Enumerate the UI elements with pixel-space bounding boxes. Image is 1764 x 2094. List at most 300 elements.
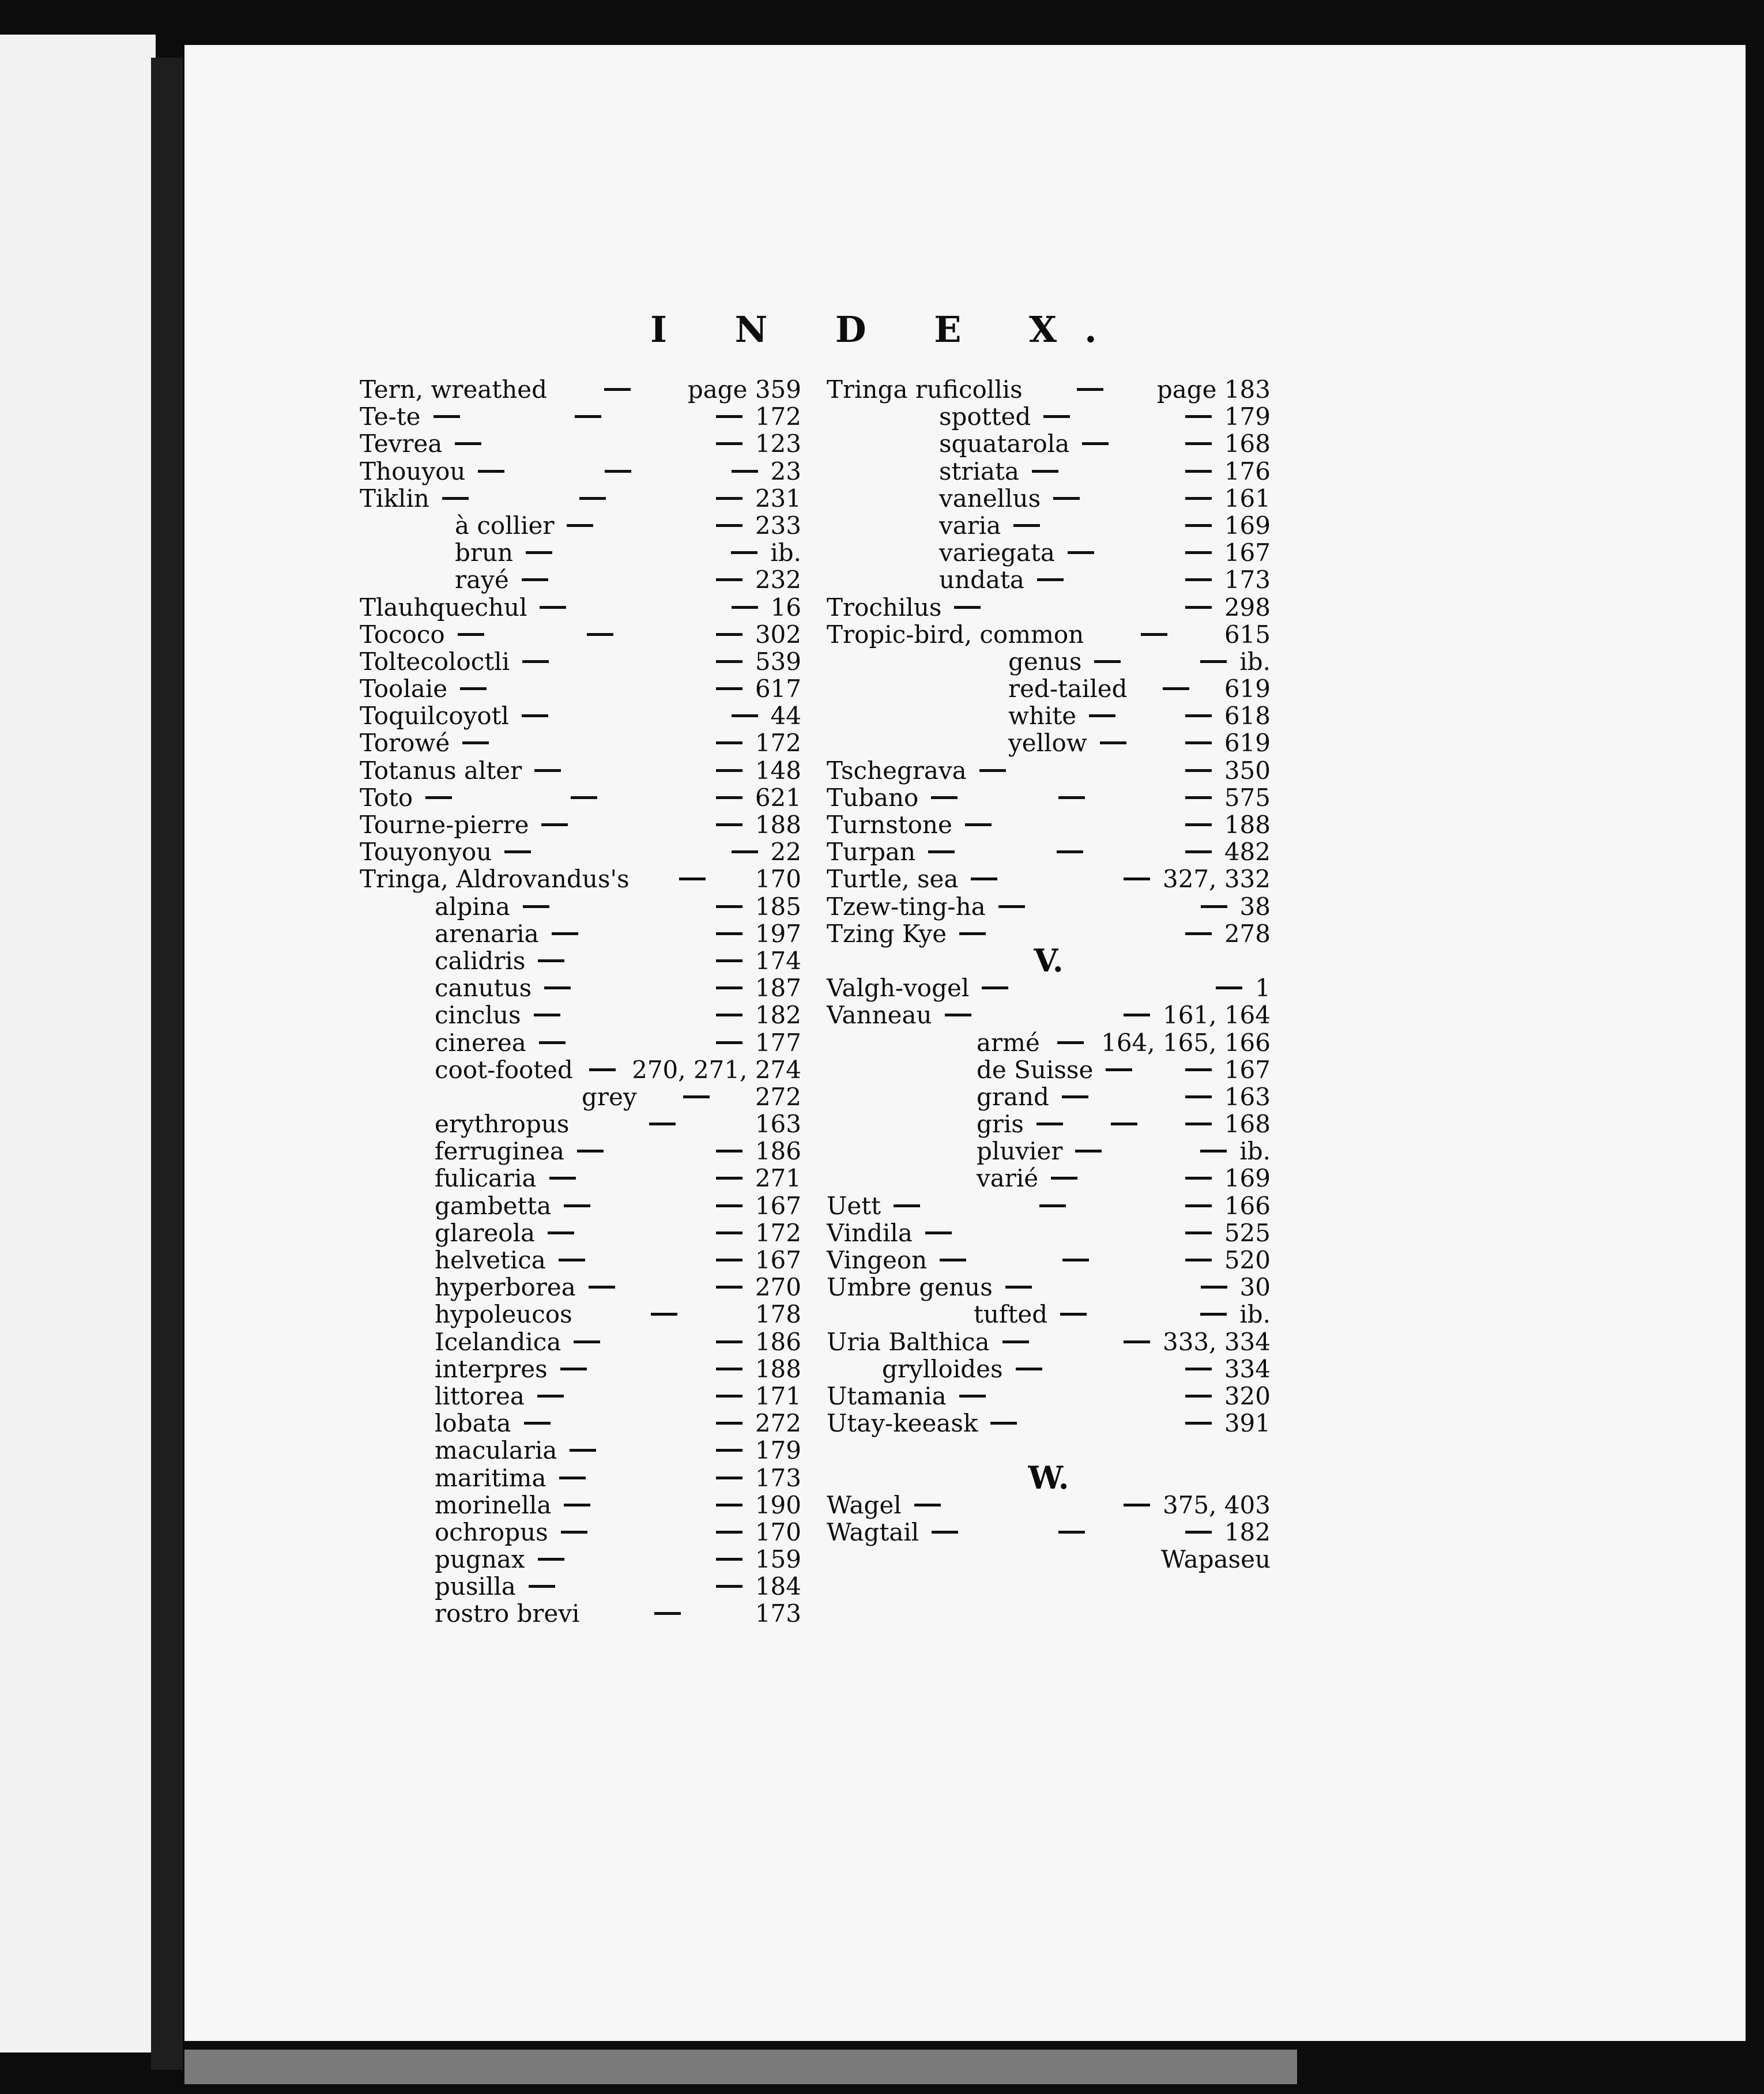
index-entry [360, 648, 801, 675]
page-reference: 302 [755, 620, 801, 649]
page-reference: 176 [1224, 457, 1271, 485]
leader-dash [575, 415, 601, 418]
index-entry [360, 430, 801, 457]
entry-term: littorea [435, 1381, 525, 1410]
leader-dash [925, 1231, 952, 1234]
page-reference: 621 [755, 783, 801, 812]
leader-dash [979, 769, 1006, 772]
leader-dash [716, 1177, 742, 1180]
section-heading: V. [1034, 941, 1064, 979]
index-entry [827, 566, 1271, 593]
leader-dash [561, 1531, 587, 1534]
leader-dash [716, 905, 742, 908]
leader-dash [731, 551, 757, 554]
entry-term: Uria Balthica [827, 1327, 990, 1356]
index-entry [360, 838, 801, 865]
entry-term: interpres [435, 1354, 548, 1383]
leader-dash [567, 524, 593, 527]
index-entry [360, 1355, 801, 1383]
index-entry [827, 702, 1271, 729]
page-reference: 197 [755, 919, 801, 948]
leader-dash [1005, 1286, 1032, 1289]
index-entry [360, 893, 801, 920]
leader-dash [526, 551, 552, 554]
leader-dash [1057, 1041, 1084, 1044]
leader-dash [894, 1204, 920, 1207]
leader-dash [574, 1340, 600, 1343]
page-reference: 618 [1224, 702, 1271, 730]
page-reference: 539 [755, 647, 801, 676]
index-entry [827, 1355, 1271, 1383]
leader-dash [1201, 905, 1227, 908]
leader-dash [1185, 1177, 1212, 1180]
page-reference: 233 [755, 511, 801, 540]
leader-dash [560, 1368, 587, 1370]
entry-term: pluvier [977, 1137, 1063, 1166]
right-index-column [827, 376, 1271, 1573]
entry-term: Tschegrava [827, 756, 967, 785]
leader-dash [679, 877, 706, 880]
leader-dash [716, 1395, 742, 1398]
leader-dash [716, 1531, 742, 1534]
entry-term: Valgh-vogel [827, 974, 970, 1003]
leader-dash [1185, 1095, 1212, 1098]
page-reference: 333, 334 [1162, 1327, 1271, 1356]
leader-dash [559, 1477, 586, 1479]
page-reference: 173 [1224, 566, 1271, 594]
leader-dash [538, 959, 564, 962]
entry-term: Vanneau [827, 1001, 932, 1030]
leader-dash [1216, 986, 1242, 989]
leader-dash [1185, 524, 1212, 527]
entry-term: Torowé [360, 729, 450, 758]
leader-dash [1124, 1340, 1150, 1343]
leader-dash [1051, 1177, 1077, 1180]
page-reference: 169 [1224, 511, 1271, 540]
page-reference: 167 [1224, 1055, 1271, 1084]
leader-dash [732, 714, 758, 717]
leader-dash [1036, 1123, 1063, 1125]
index-entry [360, 702, 801, 729]
entry-term: Wagel [827, 1490, 902, 1519]
leader-dash [1185, 769, 1212, 772]
leader-dash [716, 660, 742, 663]
entry-term: Tringa, Aldrovandus's [360, 865, 630, 894]
page-reference: 148 [755, 756, 801, 785]
leader-dash [1201, 1286, 1227, 1289]
page-reference: 177 [755, 1028, 801, 1057]
page-reference: 179 [755, 1436, 801, 1465]
leader-dash [716, 524, 742, 527]
leader-dash [1062, 1259, 1089, 1261]
page-reference: 123 [755, 430, 801, 458]
index-entry [827, 893, 1271, 920]
entry-term: Tzew-ting-ha [827, 892, 986, 921]
leader-dash [732, 606, 758, 609]
entry-term: Utay-keeask [827, 1409, 978, 1438]
index-entry [827, 1519, 1271, 1546]
leader-dash [458, 633, 484, 636]
page-reference: ib. [1239, 647, 1271, 676]
leader-dash [460, 687, 487, 690]
leader-dash [1185, 578, 1212, 581]
index-entry [360, 1519, 801, 1546]
entry-term: grylloides [882, 1354, 1003, 1383]
entry-term: morinella [435, 1490, 552, 1519]
index-entry [827, 757, 1271, 784]
entry-term: pusilla [435, 1572, 516, 1601]
entry-term: Turpan [827, 838, 916, 867]
index-entry [827, 784, 1271, 811]
leader-dash [716, 1368, 742, 1370]
leader-dash [716, 1477, 742, 1479]
leader-dash [577, 1150, 604, 1153]
entry-term: Tringa ruficollis [827, 375, 1023, 404]
index-entry [827, 729, 1271, 756]
entry-term: fulicaria [435, 1164, 537, 1193]
leader-dash [1016, 1368, 1042, 1370]
entry-term: arenaria [435, 919, 539, 948]
leader-dash [716, 741, 742, 744]
page-bottom-edge [184, 2050, 1297, 2084]
index-entry [360, 1083, 801, 1110]
leader-dash [914, 1504, 941, 1507]
leader-dash [1075, 1150, 1102, 1153]
index-entry [360, 865, 801, 892]
entry-term: canutus [435, 974, 532, 1003]
leader-dash [959, 932, 986, 935]
entry-term: Tubano [827, 783, 919, 812]
page-reference: 159 [755, 1545, 801, 1574]
leader-dash [716, 1204, 742, 1207]
leader-dash [1185, 850, 1212, 853]
page-reference: 168 [1224, 1110, 1271, 1139]
index-entry [360, 376, 801, 403]
page-reference: 44 [770, 702, 801, 730]
leader-dash [548, 1231, 574, 1234]
leader-dash [564, 1504, 590, 1507]
page-reference: 172 [755, 1218, 801, 1247]
leader-dash [587, 633, 613, 636]
index-entry [360, 1600, 801, 1627]
leader-dash [534, 1014, 560, 1016]
leader-dash [716, 1558, 742, 1561]
entry-term: helvetica [435, 1246, 546, 1274]
leader-dash [716, 1286, 742, 1289]
page-reference: 168 [1224, 430, 1271, 458]
leader-dash [1062, 1095, 1088, 1098]
page-reference: 167 [755, 1246, 801, 1274]
entry-term: Vingeon [827, 1246, 928, 1274]
entry-term: spotted [939, 402, 1031, 431]
leader-dash [932, 1531, 958, 1534]
index-entry [827, 1274, 1271, 1301]
leader-dash [716, 986, 742, 989]
page-reference: 525 [1224, 1218, 1271, 1247]
index-entry [360, 729, 801, 756]
entry-term: brun [455, 538, 514, 567]
leader-dash [1043, 415, 1070, 418]
entry-term: Tern, wreathed [360, 375, 548, 404]
leader-dash [1185, 1368, 1212, 1370]
index-entry [827, 1410, 1271, 1437]
leader-dash [522, 660, 549, 663]
index-entry [827, 1301, 1271, 1328]
leader-dash [1185, 606, 1212, 609]
page-reference: 190 [755, 1490, 801, 1519]
leader-dash [1185, 497, 1212, 500]
leader-dash [716, 932, 742, 935]
index-entry [360, 1573, 801, 1600]
entry-term: white [1008, 702, 1077, 730]
leader-dash [1039, 1204, 1066, 1207]
leader-dash [1200, 1313, 1227, 1316]
page-reference: 184 [755, 1572, 801, 1601]
leader-dash [425, 796, 452, 799]
entry-term: genus [1008, 647, 1082, 676]
index-entry [827, 539, 1271, 566]
page-reference: 185 [755, 892, 801, 921]
leader-dash [540, 606, 566, 609]
index-entry [360, 1219, 801, 1246]
leader-dash [1185, 1231, 1212, 1234]
leader-dash [716, 1449, 742, 1452]
index-entry [827, 1083, 1271, 1110]
index-entry [360, 811, 801, 838]
entry-term: varié [977, 1164, 1039, 1193]
page-reference: 167 [755, 1191, 801, 1220]
leader-dash [1185, 741, 1212, 744]
page-reference: 161, 164 [1162, 1001, 1271, 1030]
leader-dash [990, 1422, 1017, 1425]
leader-dash [559, 1259, 585, 1261]
page-reference: 188 [1224, 811, 1271, 839]
index-entry [827, 648, 1271, 675]
index-entry [827, 811, 1271, 838]
leader-dash [1094, 660, 1121, 663]
leader-dash [654, 1612, 681, 1615]
index-entry [360, 1301, 801, 1328]
leader-dash [442, 497, 469, 500]
page-reference: 172 [755, 402, 801, 431]
leader-dash [716, 1231, 742, 1234]
entry-term: macularia [435, 1436, 557, 1465]
page-title: I N D E X. [650, 308, 1125, 351]
index-entry [827, 1192, 1271, 1219]
leader-dash [462, 741, 489, 744]
page-reference: 188 [755, 1354, 801, 1383]
entry-term: hyperborea [435, 1273, 576, 1302]
leader-dash [552, 932, 578, 935]
index-entry [360, 1246, 801, 1274]
leader-dash [965, 823, 992, 826]
page-reference: 350 [1224, 756, 1271, 785]
page-reference: 272 [755, 1409, 801, 1438]
leader-dash [1082, 442, 1109, 445]
page-reference: 170 [755, 1517, 801, 1546]
index-entry [360, 784, 801, 811]
entry-term: calidris [435, 946, 526, 975]
index-entry [360, 1464, 801, 1492]
entry-term: Turnstone [827, 811, 952, 839]
page-reference: 172 [755, 729, 801, 758]
leader-dash [1185, 1395, 1212, 1398]
page-reference: 178 [755, 1300, 801, 1329]
leader-dash [716, 1041, 742, 1044]
leader-dash [523, 905, 549, 908]
leader-dash [716, 796, 742, 799]
page-reference: 375, 403 [1162, 1490, 1271, 1519]
leader-dash [1185, 1204, 1212, 1207]
entry-term: maritima [435, 1463, 546, 1492]
page-reference: 173 [755, 1599, 801, 1628]
entry-term: varia [939, 511, 1001, 540]
entry-term: Toltecoloctli [360, 647, 510, 676]
index-entry [360, 1165, 801, 1192]
leader-dash [1141, 633, 1167, 636]
index-entry [827, 1219, 1271, 1246]
leader-dash [1077, 388, 1103, 391]
entry-term: striata [939, 457, 1019, 485]
index-entry [360, 1383, 801, 1410]
leader-dash [1185, 1123, 1212, 1125]
leader-dash [549, 1177, 576, 1180]
page-reference: 167 [1224, 538, 1271, 567]
catchword: Wapaseu [1161, 1545, 1271, 1574]
page-reference: 391 [1224, 1409, 1271, 1438]
index-entry [827, 621, 1271, 648]
index-entry [827, 403, 1271, 430]
page-reference: 163 [755, 1110, 801, 1139]
page-reference: 270 [755, 1273, 801, 1302]
index-entry [360, 1056, 801, 1083]
page-reference: 270, 271, 274 [632, 1055, 801, 1084]
leader-dash [971, 877, 997, 880]
page-reference: 334 [1224, 1354, 1271, 1383]
leader-dash [716, 1150, 742, 1153]
index-entry [360, 1328, 801, 1355]
entry-term: lobata [435, 1409, 511, 1438]
index-entry [827, 1110, 1271, 1138]
leader-dash [1057, 850, 1083, 853]
leader-dash [683, 1095, 710, 1098]
facing-page [0, 35, 156, 2052]
index-entry [827, 1056, 1271, 1083]
leader-dash [529, 1585, 555, 1588]
leader-dash [716, 442, 742, 445]
leader-dash [1106, 1068, 1132, 1071]
index-entry [360, 485, 801, 512]
page-reference: 161 [1224, 484, 1271, 513]
entry-term: variegata [939, 538, 1055, 567]
leader-dash [544, 986, 571, 989]
leader-dash [524, 1422, 551, 1425]
leader-dash [504, 850, 531, 853]
index-entry [827, 1246, 1271, 1274]
leader-dash [434, 415, 460, 418]
page-reference: ib. [1239, 1300, 1271, 1329]
index-entry [360, 1029, 801, 1056]
leader-dash [1185, 1068, 1212, 1071]
index-entry [360, 621, 801, 648]
entry-term: cinclus [435, 1001, 521, 1030]
page-reference: 271 [755, 1164, 801, 1193]
catchword-row [827, 1546, 1271, 1573]
index-entry [360, 539, 801, 566]
index-entry [360, 594, 801, 621]
entry-term: erythropus [435, 1110, 570, 1139]
page-reference: 16 [770, 593, 801, 622]
leader-dash [1185, 1422, 1212, 1425]
index-entry [360, 1001, 801, 1029]
page-reference: 169 [1224, 1164, 1271, 1193]
leader-dash [538, 1558, 564, 1561]
leader-dash [589, 1286, 615, 1289]
page-reference: 278 [1224, 919, 1271, 948]
page-reference: 619 [1224, 675, 1271, 703]
leader-dash [1185, 932, 1212, 935]
leader-dash [478, 470, 504, 473]
page-reference: 188 [755, 811, 801, 839]
leader-dash [649, 1123, 676, 1125]
leader-dash [564, 1204, 590, 1207]
index-entry [827, 376, 1271, 403]
entry-term: Tococo [360, 620, 445, 649]
page-reference: page 183 [1156, 375, 1271, 404]
index-entry [360, 1192, 801, 1219]
page-reference: 166 [1224, 1191, 1271, 1220]
leader-dash [716, 823, 742, 826]
leader-dash [579, 497, 606, 500]
leader-dash [1163, 687, 1189, 690]
leader-dash [1185, 551, 1212, 554]
index-entry [360, 1410, 801, 1437]
leader-dash [605, 470, 631, 473]
index-entry [360, 1274, 801, 1301]
entry-term: à collier [455, 511, 555, 540]
index-entry [360, 974, 801, 1001]
leader-dash [716, 959, 742, 962]
index-entry [360, 757, 801, 784]
leader-dash [716, 578, 742, 581]
leader-dash [1185, 415, 1212, 418]
leader-dash [716, 1340, 742, 1343]
entry-term: Tlauhquechul [360, 593, 527, 622]
entry-term: Icelandica [435, 1327, 561, 1356]
leader-dash [1002, 1340, 1029, 1343]
leader-dash [716, 1422, 742, 1425]
page-reference: 22 [770, 838, 801, 867]
leader-dash [539, 1041, 566, 1044]
leader-dash [716, 497, 742, 500]
leader-dash [959, 1395, 986, 1398]
page-reference: page 359 [687, 375, 801, 404]
page-gutter [151, 58, 183, 2070]
leader-dash [931, 796, 958, 799]
entry-term: Trochilus [827, 593, 942, 622]
entry-term: coot-footed [435, 1055, 573, 1084]
index-entry [360, 403, 801, 430]
entry-term: de Suisse [977, 1055, 1094, 1084]
entry-term: armé [977, 1028, 1040, 1057]
index-entry [360, 1437, 801, 1464]
leader-dash [537, 1395, 564, 1398]
entry-term: pugnax [435, 1545, 525, 1574]
page-reference: 182 [755, 1001, 801, 1030]
entry-term: Tevrea [360, 430, 443, 458]
entry-term: tufted [974, 1300, 1048, 1329]
index-entry [827, 1383, 1271, 1410]
